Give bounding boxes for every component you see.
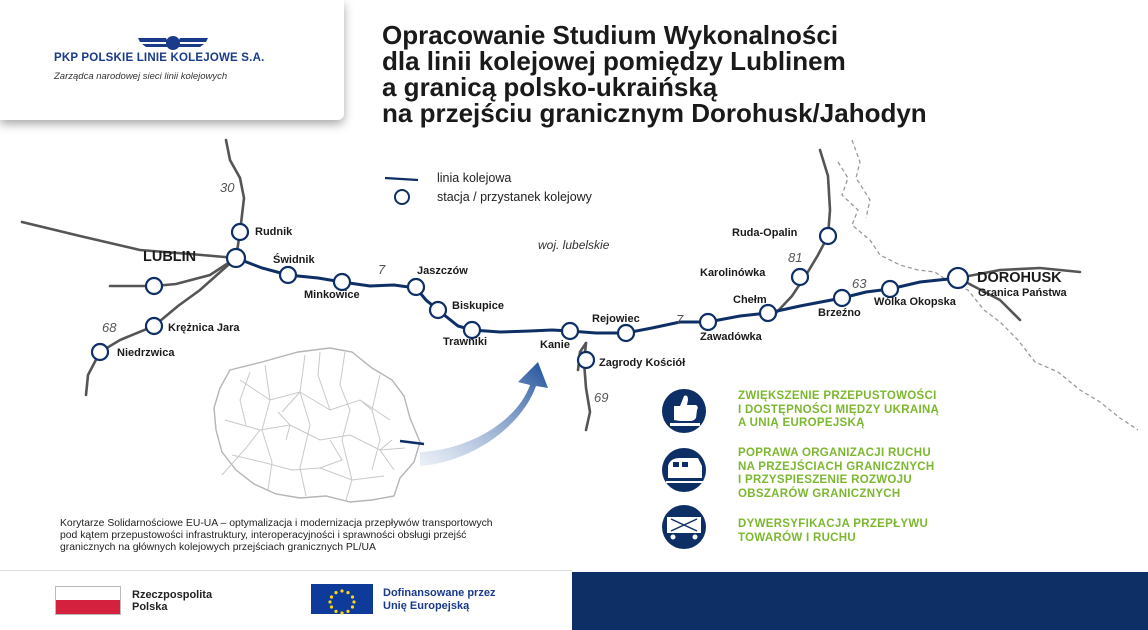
station-jaszczow [408, 279, 424, 295]
station-label-zawadowka: Zawadówka [700, 331, 762, 343]
station-ruda-opalin [820, 228, 836, 244]
station-label-trawniki: Trawniki [443, 336, 488, 348]
legend-station-icon [395, 190, 409, 204]
station-label-rudnik: Rudnik [255, 226, 293, 238]
station-label-kanie: Kanie [540, 339, 570, 351]
station-label-zagrody: Zagrody Kościół [599, 357, 686, 369]
station-label-minkowice: Minkowice [304, 289, 360, 301]
line-number-63: 63 [852, 276, 867, 291]
title-line: dla linii kolejowej pomiędzy Lublinem [382, 46, 846, 76]
station-lublin [227, 249, 245, 267]
logo-subtitle: Zarządca narodowej sieci linii kolejowych [54, 71, 228, 82]
rp-label: Rzeczpospolita Polska [132, 589, 213, 613]
station-unnamed [146, 278, 162, 294]
station-label-dorohusk: DOROHUSK [977, 270, 1062, 286]
station-niedrzwica [92, 344, 108, 360]
station-dorohusk [948, 268, 968, 288]
station-label-jaszczow: Jaszczów [417, 265, 468, 277]
station-chelm [760, 305, 776, 321]
station-minkowice [334, 274, 350, 290]
station-label-dorohusk-sub: Granica Państwa [978, 287, 1067, 299]
train-icon [662, 448, 706, 492]
feature-capacity: ZWIĘKSZENIE PRZEPUSTOWOŚCI I DOSTĘPNOŚCI MIĘDZY UKRAINĄ A UNIĄ EUROPEJSKĄ [738, 390, 940, 429]
thumbs-up-icon [662, 389, 706, 433]
station-label-biskupice: Biskupice [452, 300, 504, 312]
line-number-7b: 7 [676, 312, 684, 327]
line-number-7a: 7 [378, 262, 386, 277]
station-zawadowka [700, 314, 716, 330]
station-label-niedrzwica: Niedrzwica [117, 347, 175, 359]
station-kanie [562, 323, 578, 339]
station-label-chelm: Chełm [733, 294, 767, 306]
legend-station-label: stacja / przystanek kolejowy [437, 190, 592, 204]
station-zagrody [578, 352, 594, 368]
station-label-brzezno: Brzeźno [818, 307, 861, 319]
line-number-69: 69 [594, 390, 609, 405]
station-label-rejowiec: Rejowiec [592, 313, 640, 325]
station-wolka [882, 281, 898, 297]
station-label-swidnik: Świdnik [273, 254, 315, 266]
legend-line-label: linia kolejowa [437, 171, 512, 185]
line-number-68: 68 [102, 320, 117, 335]
station-krzesnica [146, 318, 162, 334]
eu-funding-label: Dofinansowane przez Unię Europejską [383, 587, 496, 612]
station-rejowiec [618, 325, 634, 341]
plk-wings-icon [138, 34, 208, 52]
line-number-81: 81 [788, 250, 803, 265]
station-label-wolka: Wólka Okopska [874, 296, 956, 308]
feature-diversification: DYWERSYFIKACJA PRZEPŁYWU TOWARÓW I RUCHU [738, 518, 929, 544]
station-label-ruda-opalin: Ruda-Opalin [732, 227, 798, 239]
station-swidnik [280, 267, 296, 283]
state-border-line-north [852, 140, 870, 218]
poland-flag-icon [55, 586, 121, 615]
station-karolinowka [792, 269, 808, 285]
station-label-karolinowka: Karolinówka [700, 267, 766, 279]
curved-arrow-icon [420, 362, 548, 466]
page-title [382, 22, 927, 126]
title-line: a granicą polsko-ukraińską [382, 72, 718, 102]
footer-navy-band [572, 572, 1148, 630]
logo-card [0, 0, 344, 120]
title-line: Opracowanie Studium Wykonalności [382, 20, 839, 50]
station-biskupice [430, 302, 446, 318]
project-description: Korytarze Solidarnościowe EU-UA – optymalizacja i modernizacja przepływów transportowych pod kątem przepustowości infrastruktury, interoperacyjności i sprawności obsługi przejść granicznych na głównych kolejowych przejściach granicznych PL/UA [60, 518, 493, 553]
region-label: woj. lubelskie [538, 238, 610, 252]
title-line: na przejściu granicznym Dorohusk/Jahodyn [382, 98, 927, 128]
station-brzezno [834, 290, 850, 306]
line-number-30: 30 [220, 180, 235, 195]
station-label-krzesnica: Krężnica Jara [168, 322, 240, 334]
station-rudnik [232, 224, 248, 240]
other-railway-lines [22, 140, 1080, 430]
poland-outline-map [214, 348, 420, 502]
legend-line-icon [385, 178, 418, 180]
station-label-lublin: LUBLIN [143, 249, 197, 265]
feature-traffic-organization: POPRAWA ORGANIZACJI RUCHU NA PRZEJŚCIACH GRANICZNYCH I PRZYSPIESZENIE ROZWOJU OBSZARÓW GRANICZNYCH [738, 447, 935, 500]
logo-name: PKP POLSKIE LINIE KOLEJOWE S.A. [54, 52, 265, 64]
freight-wagon-icon [662, 505, 706, 549]
eu-flag-icon [311, 584, 373, 614]
